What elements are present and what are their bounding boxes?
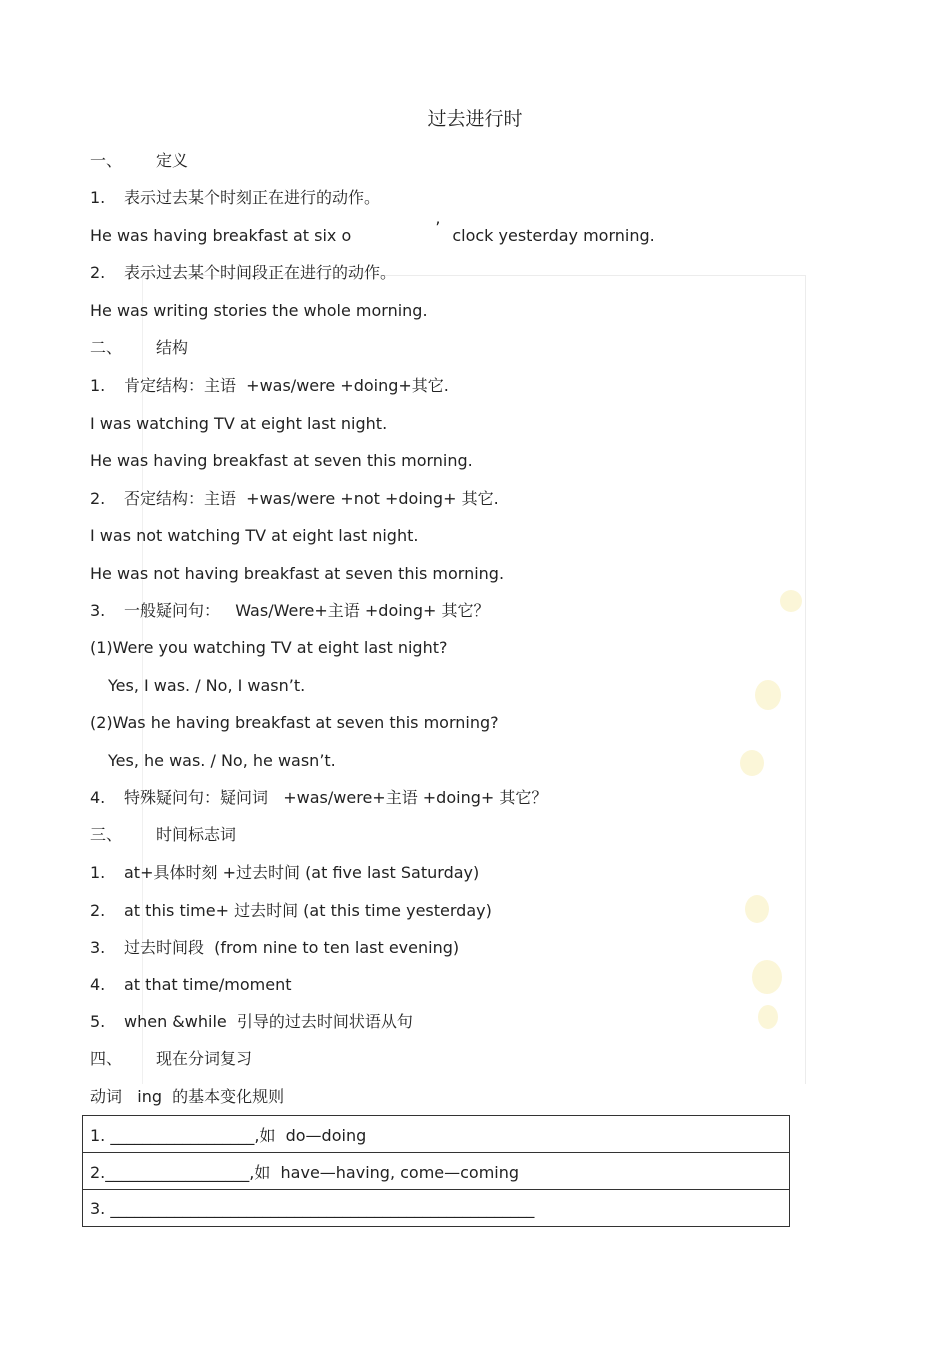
background-spot xyxy=(752,960,782,994)
section-heading: 二、 结构 xyxy=(90,338,189,357)
participle-intro: 动词 ing 的基本变化规则 xyxy=(90,1087,285,1106)
question-sentence: (1)Were you watching TV at eight last night? xyxy=(90,638,448,657)
definition-item: 2. 表示过去某个时间段正在进行的动作。 xyxy=(90,263,397,282)
example-sentence: I was watching TV at eight last night. xyxy=(90,414,388,433)
participle-rules-table xyxy=(82,1115,790,1227)
example-sentence: I was not watching TV at eight last night. xyxy=(90,526,419,545)
background-spot xyxy=(758,1005,778,1029)
time-marker-item: 2. at this time+ 过去时间 (at this time yesterday) xyxy=(90,901,492,920)
time-marker-item: 4. at that time/moment xyxy=(90,975,292,994)
example-sentence: He was having breakfast at six o ’ clock yesterday morning. xyxy=(90,218,655,245)
rule-cell: 2.__________________,如 have—having, come—coming xyxy=(83,1153,790,1190)
table-row xyxy=(83,1116,790,1153)
section-heading: 三、 时间标志词 xyxy=(90,825,237,844)
section-heading: 四、 现在分词复习 xyxy=(90,1049,253,1068)
example-sentence: He was not having breakfast at seven this morning. xyxy=(90,564,505,583)
table-row xyxy=(83,1190,790,1227)
example-sentence: He was writing stories the whole morning. xyxy=(90,301,428,320)
rule-cell: 3. _____________________________________________________ xyxy=(83,1190,790,1227)
background-spot xyxy=(745,895,769,923)
background-spot xyxy=(740,750,764,776)
time-marker-item: 3. 过去时间段 (from nine to ten last evening) xyxy=(90,938,460,957)
structure-item: 2. 否定结构：主语 +was/were +not +doing+ 其它. xyxy=(90,489,499,508)
page-title: 过去进行时 xyxy=(427,108,523,130)
time-marker-item: 1. at+具体时刻 +过去时间 (at five last Saturday) xyxy=(90,863,480,882)
definition-item: 1. 表示过去某个时刻正在进行的动作。 xyxy=(90,188,381,207)
answer-sentence: Yes, he was. / No, he wasn’t. xyxy=(108,751,336,770)
structure-item: 1. 肯定结构：主语 +was/were +doing+其它. xyxy=(90,376,449,395)
time-marker-item: 5. when &while 引导的过去时间状语从句 xyxy=(90,1012,413,1031)
answer-sentence: Yes, I was. / No, I wasn’t. xyxy=(108,676,306,695)
table-row xyxy=(83,1153,790,1190)
question-sentence: (2)Was he having breakfast at seven this morning? xyxy=(90,713,499,732)
example-sentence: He was having breakfast at seven this morning. xyxy=(90,451,473,470)
rule-cell: 1. __________________,如 do—doing xyxy=(83,1116,790,1153)
background-spot xyxy=(755,680,781,710)
structure-item: 3. 一般疑问句： Was/Were+主语 +doing+ 其它？ xyxy=(90,601,490,620)
structure-item: 4. 特殊疑问句：疑问词 +was/were+主语 +doing+ 其它？ xyxy=(90,788,548,807)
background-spot xyxy=(780,590,802,612)
section-heading: 一、 定义 xyxy=(90,151,189,170)
